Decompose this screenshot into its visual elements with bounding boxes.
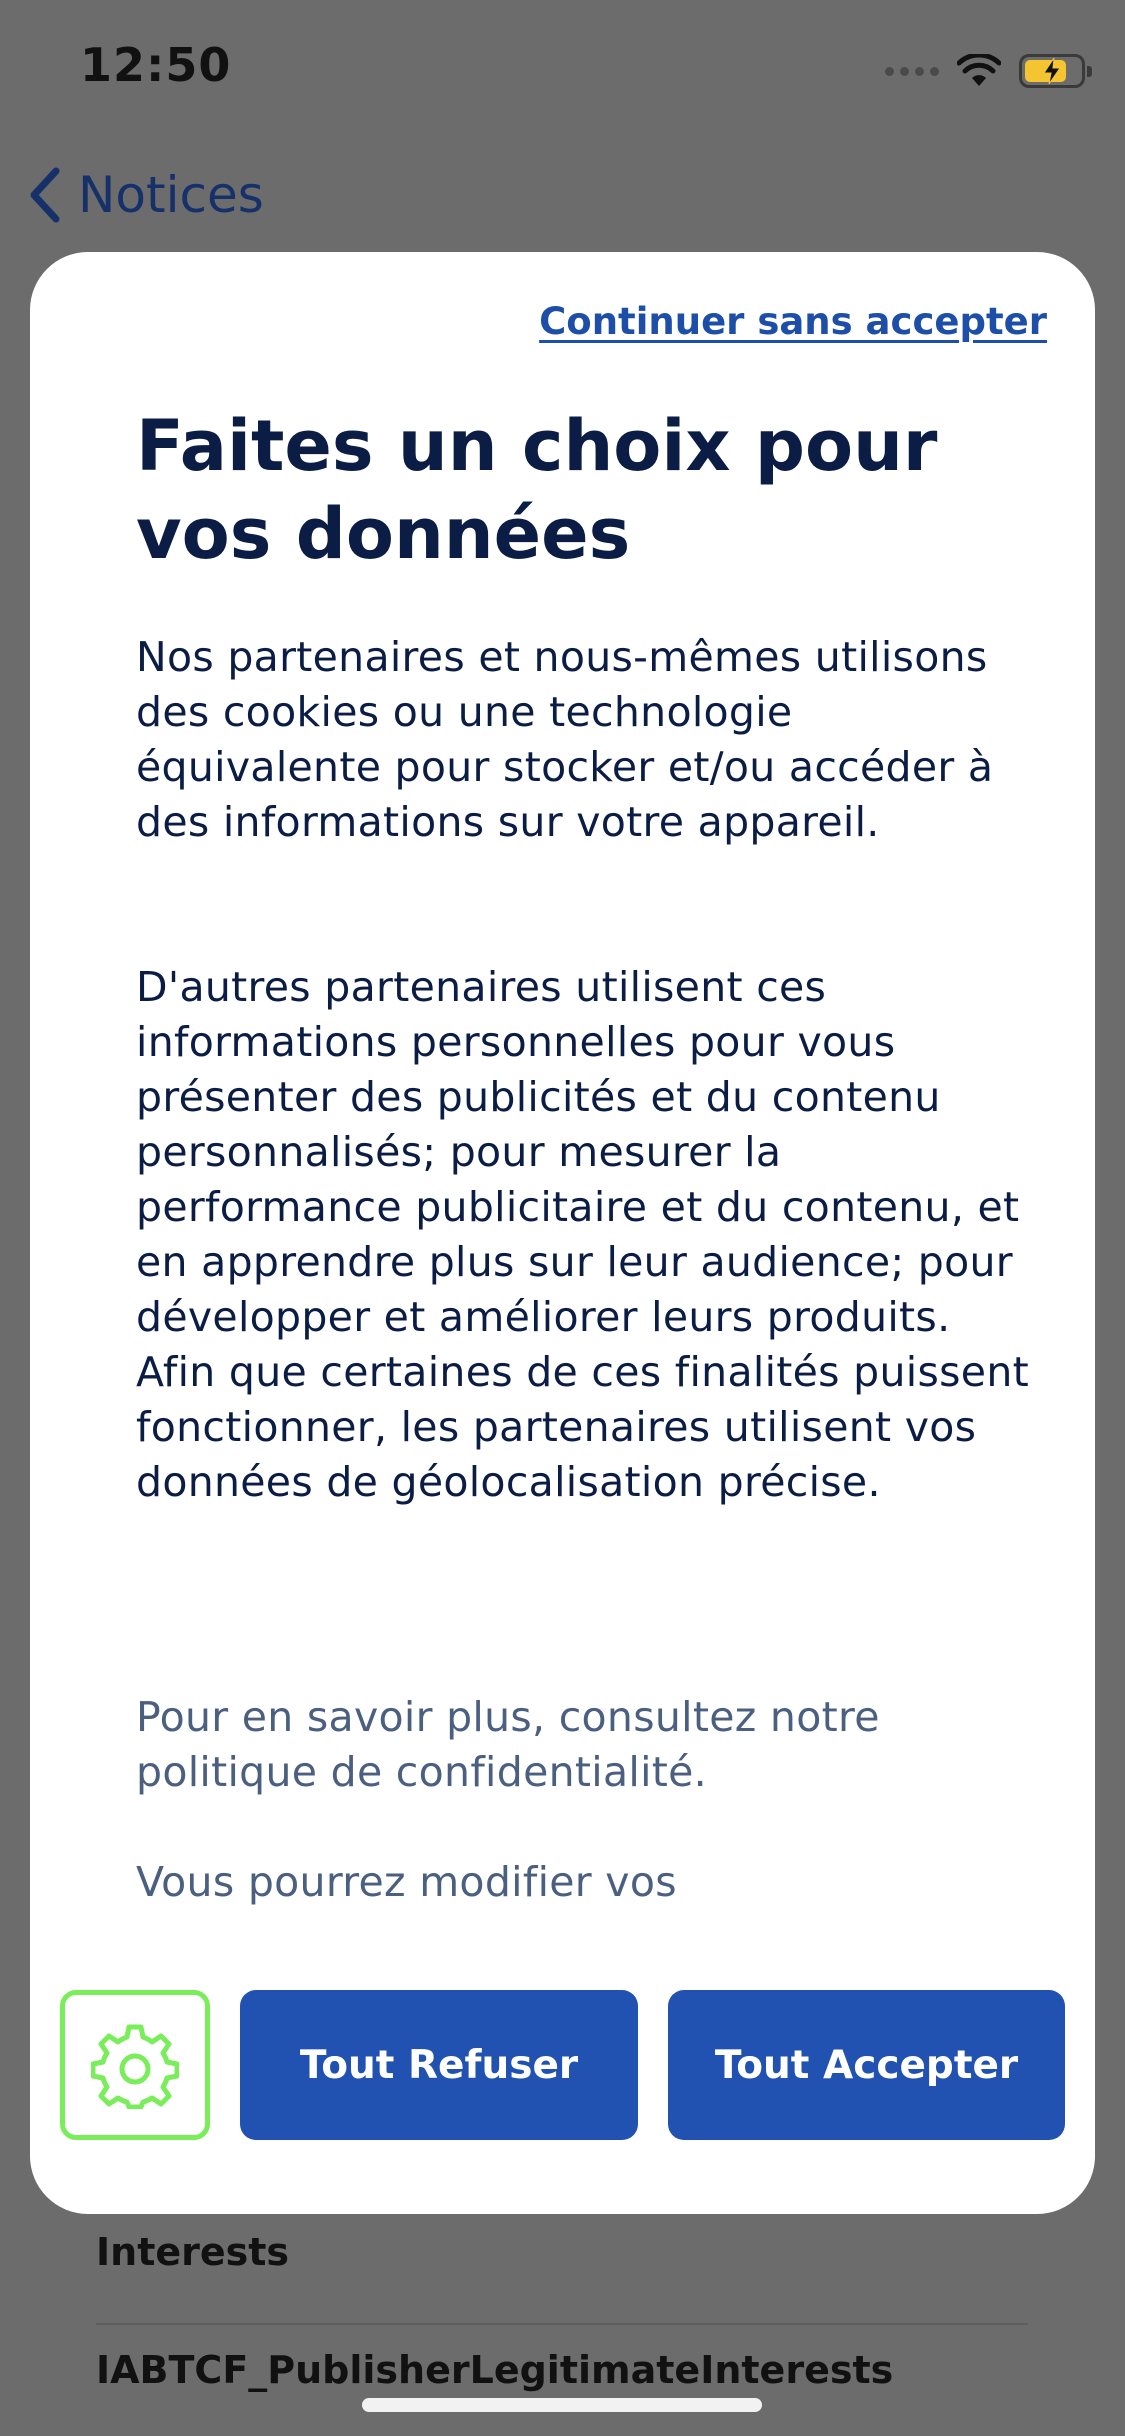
accept-all-button[interactable]: Tout Accepter [668, 1990, 1065, 2140]
back-button[interactable] [24, 165, 264, 225]
status-time: 12:50 [80, 38, 232, 92]
status-bar [0, 0, 1125, 140]
list-divider [96, 2323, 1028, 2325]
consent-modal [30, 252, 1095, 2214]
list-item-text: Interests [96, 2230, 290, 2274]
chevron-left-icon [24, 165, 64, 225]
privacy-policy-text[interactable]: Pour en savoir plus, consultez notre politique de confidentialité. [136, 1693, 880, 1796]
modal-paragraph: Nos partenaires et nous-mêmes utilisons des cookies ou une technologie équivalente pour stocker et/ou accéder à des informations sur votre appareil. [136, 633, 994, 846]
status-icons [885, 48, 1085, 94]
settings-button[interactable] [60, 1990, 210, 2140]
cellular-signal-icon [885, 67, 939, 76]
refuse-all-button[interactable]: Tout Refuser [240, 1990, 638, 2140]
list-item-text: IABTCF_PublisherLegitimateInterests [96, 2348, 894, 2392]
modal-title: Faites un choix pour vos données [136, 405, 938, 575]
home-indicator [362, 2398, 762, 2412]
modal-paragraph: Vous pourrez modifier vos [136, 1858, 677, 1906]
battery-charging-icon [1019, 54, 1085, 88]
wifi-icon [957, 54, 1001, 88]
back-button-label: Notices [78, 166, 264, 224]
gear-icon [91, 2021, 179, 2109]
continue-without-accepting-link[interactable]: Continuer sans accepter [539, 300, 1047, 343]
modal-paragraph: D'autres partenaires utilisent ces informations personnelles pour vous présenter des publicités et du contenu personnalisés; pour mesurer la performance publicitaire et du contenu, et en apprendre plus sur leur audience; pour développer et améliorer leurs produits. Afin que certaines de ces finalités puissent fonctionner, les partenaires utilisent vos données de géolocalisation précise. [136, 963, 1029, 1506]
